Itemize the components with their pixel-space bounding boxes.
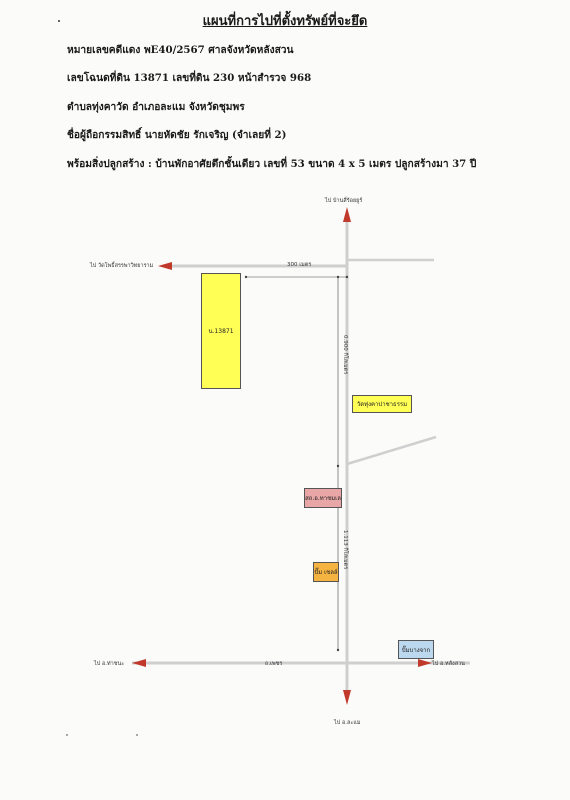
- label-east-bottom: ไป อ.หลังสวน: [432, 661, 465, 667]
- bangchak-label: ปั๊มบางจาก: [401, 646, 431, 654]
- owner-line: ชื่อผู้ถือกรรมสิทธิ์ นายหัดชัย รักเจริญ (จำเลยที่ 2): [67, 129, 287, 141]
- landmark-temple: [352, 395, 412, 413]
- south-arrow: [343, 690, 351, 705]
- label-main-road: ถ.เพชร: [265, 661, 283, 667]
- landmark-health-office: [304, 488, 342, 508]
- landmark-bangchak: [398, 640, 434, 659]
- health-office-label: สถ.อ.ทาชมเล: [305, 495, 341, 502]
- label-distance-1: 0.900 กิโลเมตร: [342, 335, 348, 375]
- diagonal-road: [347, 437, 436, 464]
- distance-tick: [337, 649, 339, 651]
- landmark-gas-station: [313, 562, 339, 582]
- label-west-top: ไป วัดโพธิ์สรรพาวิทยาราม: [90, 263, 154, 269]
- location-line: ตำบลทุ่งคาวัด อำเภอละแม จังหวัดชุมพร: [67, 101, 245, 113]
- deed-line: เลขโฉนดที่ดิน 13871 เลขที่ดิน 230 หน้าสำรวจ 968: [67, 72, 312, 84]
- label-west-bottom: ไป อ.ท่าชนะ: [94, 661, 125, 667]
- main-road-east-arrow: [418, 659, 432, 667]
- land-parcel: [201, 273, 241, 389]
- north-arrow: [343, 207, 351, 222]
- case-number-line: หมายเลขคดีแดง พE40/2567 ศาลจังหวัดหลังสวน: [67, 44, 294, 56]
- building-line: พร้อมสิ่งปลูกสร้าง : บ้านพักอาศัยตึกชั้นเดียว เลขที่ 53 ขนาด 4 x 5 เมตร ปลูกสร้างมา 37 ปี: [67, 158, 477, 170]
- temple-label: วัดทุ่งคาปาชาธรรม: [356, 401, 408, 408]
- distance-tick: [346, 276, 348, 278]
- distance-tick: [337, 276, 339, 278]
- west-arrow: [158, 262, 172, 270]
- label-distance-2: 1.113 กิโลเมตร: [342, 530, 348, 570]
- page-title: แผนที่การไปที่ตั้งทรัพย์ที่จะยึด: [202, 14, 368, 29]
- gas-station-label: ปั๊ม เชลล์: [314, 569, 338, 576]
- label-north: ไป บ้านสี่ร้อยยูร์: [325, 198, 363, 204]
- main-road-west-arrow: [132, 659, 146, 667]
- distance-tick: [245, 276, 247, 278]
- label-south: ไป อ.ละแม: [334, 720, 361, 726]
- parcel-label: น.13871: [208, 328, 234, 335]
- label-distance-horizontal: 300 เมตร: [287, 262, 312, 268]
